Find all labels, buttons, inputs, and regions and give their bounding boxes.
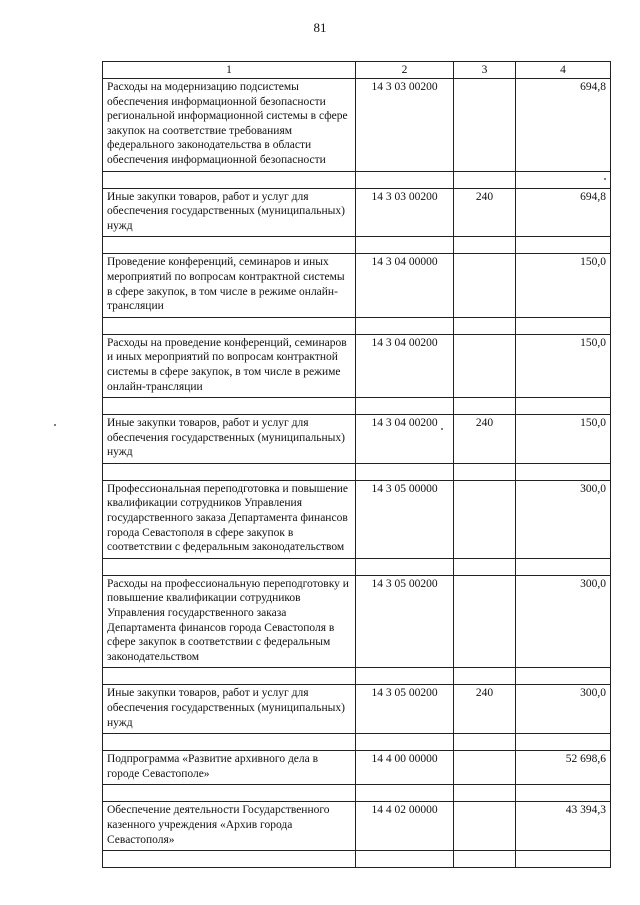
row-name: Подпрограмма «Развитие архивного дела в городе Севастополе» bbox=[103, 751, 356, 785]
scan-speck bbox=[441, 428, 443, 430]
row-code: 14 3 03 00200 bbox=[356, 188, 454, 237]
row-type bbox=[454, 254, 516, 317]
row-gap bbox=[103, 668, 611, 685]
row-gap bbox=[103, 558, 611, 575]
row-type bbox=[454, 751, 516, 785]
row-gap bbox=[103, 237, 611, 254]
header-row bbox=[103, 62, 611, 79]
table-row bbox=[103, 685, 611, 734]
table-row bbox=[103, 575, 611, 668]
scan-speck bbox=[604, 178, 606, 180]
budget-table bbox=[102, 61, 611, 868]
table-row bbox=[103, 802, 611, 851]
row-amount: 300,0 bbox=[516, 685, 611, 734]
row-type: 240 bbox=[454, 188, 516, 237]
row-gap bbox=[103, 734, 611, 751]
row-name: Иные закупки товаров, работ и услуг для обеспечения государственных (муниципальных) нужд bbox=[103, 685, 356, 734]
table-row bbox=[103, 334, 611, 397]
scan-speck bbox=[54, 424, 56, 426]
row-name: Обеспечение деятельности Государственного казенного учреждения «Архив города Севастополя» bbox=[103, 802, 356, 851]
table-row bbox=[103, 415, 611, 464]
row-code: 14 4 00 00000 bbox=[356, 751, 454, 785]
table-row bbox=[103, 79, 611, 172]
row-amount: 300,0 bbox=[516, 575, 611, 668]
row-amount: 43 394,3 bbox=[516, 802, 611, 851]
row-type bbox=[454, 480, 516, 558]
row-gap bbox=[103, 463, 611, 480]
row-name: Расходы на профессиональную переподготовку и повышение квалификации сотрудников Управления государственного заказа Департамента финансов города Севастополя в сфере закупок в соответствии с федеральным законодательством bbox=[103, 575, 356, 668]
row-amount: 694,8 bbox=[516, 79, 611, 172]
table-row bbox=[103, 480, 611, 558]
row-code: 14 3 04 00200 bbox=[356, 415, 454, 464]
row-type: 240 bbox=[454, 685, 516, 734]
row-name: Расходы на модернизацию подсистемы обеспечения информационной безопасности региональной информационной системы в сфере закупок на соответствие требованиям федерального законодательства в области обеспечения информационной безопасности bbox=[103, 79, 356, 172]
row-gap bbox=[103, 851, 611, 868]
header-col-2: 2 bbox=[356, 62, 454, 79]
row-type bbox=[454, 575, 516, 668]
row-type: 240 bbox=[454, 415, 516, 464]
row-gap bbox=[103, 317, 611, 334]
table-row bbox=[103, 188, 611, 237]
row-type bbox=[454, 79, 516, 172]
row-amount: 52 698,6 bbox=[516, 751, 611, 785]
header-col-1: 1 bbox=[103, 62, 356, 79]
row-amount: 694,8 bbox=[516, 188, 611, 237]
row-name: Иные закупки товаров, работ и услуг для обеспечения государственных (муниципальных) нужд bbox=[103, 415, 356, 464]
row-code: 14 3 04 00200 bbox=[356, 334, 454, 397]
row-code: 14 3 05 00200 bbox=[356, 685, 454, 734]
row-code: 14 4 02 00000 bbox=[356, 802, 454, 851]
row-name: Иные закупки товаров, работ и услуг для обеспечения государственных (муниципальных) нужд bbox=[103, 188, 356, 237]
row-amount: 150,0 bbox=[516, 254, 611, 317]
header-col-3: 3 bbox=[454, 62, 516, 79]
row-code: 14 3 04 00000 bbox=[356, 254, 454, 317]
table-row bbox=[103, 254, 611, 317]
row-gap bbox=[103, 785, 611, 802]
header-col-4: 4 bbox=[516, 62, 611, 79]
row-type bbox=[454, 334, 516, 397]
row-gap bbox=[103, 398, 611, 415]
row-code: 14 3 05 00200 bbox=[356, 575, 454, 668]
row-name: Расходы на проведение конференций, семинаров и иных мероприятий по вопросам контрактной системы в сфере закупок, в том числе в режиме онлайн-трансляции bbox=[103, 334, 356, 397]
row-gap bbox=[103, 171, 611, 188]
row-code: 14 3 05 00000 bbox=[356, 480, 454, 558]
row-amount: 300,0 bbox=[516, 480, 611, 558]
row-name: Проведение конференций, семинаров и иных мероприятий по вопросам контрактной системы в сфере закупок, в том числе в режиме онлайн-трансляции bbox=[103, 254, 356, 317]
table-row bbox=[103, 751, 611, 785]
row-amount: 150,0 bbox=[516, 415, 611, 464]
row-code: 14 3 03 00200 bbox=[356, 79, 454, 172]
page-number: 81 bbox=[313, 20, 327, 35]
row-amount: 150,0 bbox=[516, 334, 611, 397]
row-type bbox=[454, 802, 516, 851]
row-name: Профессиональная переподготовка и повышение квалификации сотрудников Управления государственного заказа Департамента финансов города Севастополя в сфере закупок в соответствии с федеральным законодательством bbox=[103, 480, 356, 558]
